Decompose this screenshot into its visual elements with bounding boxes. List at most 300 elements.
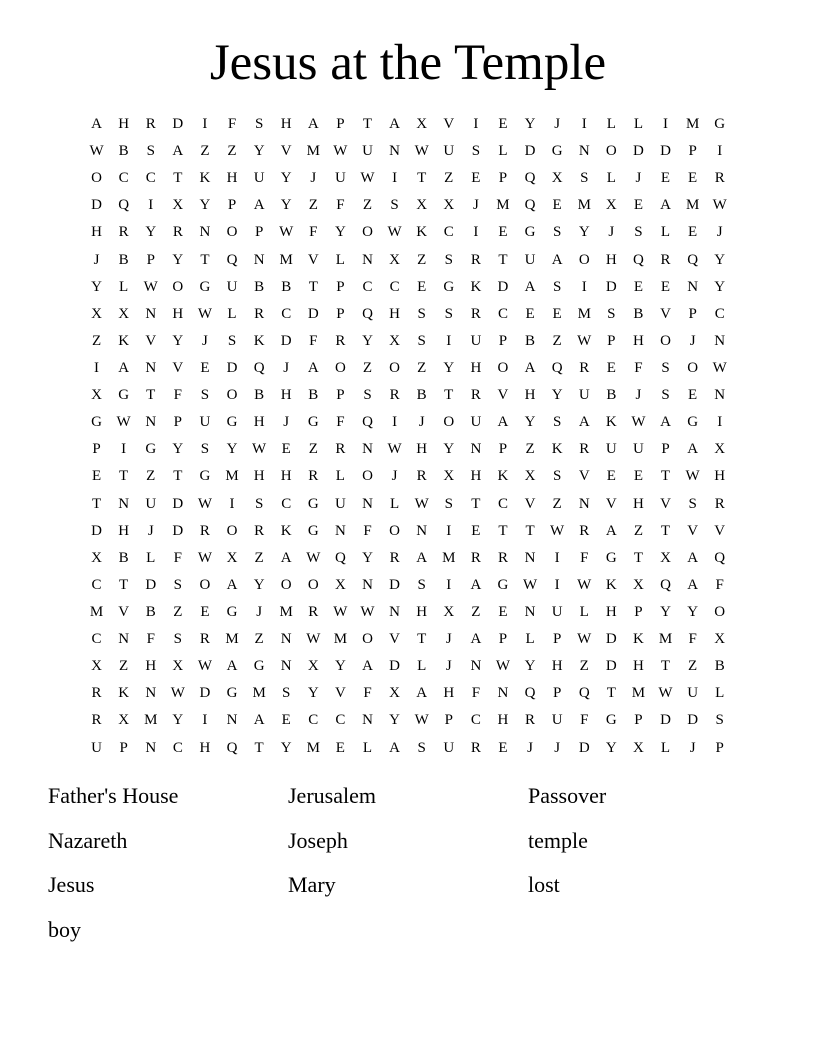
- grid-letter[interactable]: E: [606, 468, 616, 485]
- grid-letter[interactable]: I: [94, 360, 100, 377]
- grid-letter[interactable]: D: [660, 712, 671, 729]
- grid-letter[interactable]: W: [333, 604, 348, 621]
- grid-letter[interactable]: P: [444, 712, 453, 729]
- grid-letter[interactable]: N: [687, 278, 699, 295]
- grid-letter[interactable]: P: [634, 604, 643, 621]
- grid-letter[interactable]: Q: [578, 685, 590, 702]
- grid-letter[interactable]: E: [91, 468, 102, 485]
- grid-letter[interactable]: A: [687, 441, 699, 458]
- grid-letter[interactable]: S: [417, 332, 426, 349]
- grid-letter[interactable]: Z: [146, 468, 156, 485]
- grid-letter[interactable]: Y: [605, 739, 617, 756]
- grid-letter[interactable]: L: [335, 251, 345, 268]
- grid-letter[interactable]: V: [578, 468, 590, 485]
- grid-letter[interactable]: R: [91, 712, 102, 729]
- grid-letter[interactable]: W: [550, 522, 565, 539]
- grid-letter[interactable]: U: [578, 387, 590, 404]
- grid-letter[interactable]: X: [91, 658, 102, 675]
- grid-letter[interactable]: P: [336, 278, 345, 295]
- grid-letter[interactable]: R: [335, 441, 346, 458]
- grid-letter[interactable]: G: [91, 414, 102, 431]
- grid-letter[interactable]: R: [416, 468, 427, 485]
- grid-letter[interactable]: I: [717, 414, 723, 431]
- grid-letter[interactable]: F: [336, 414, 345, 431]
- grid-letter[interactable]: O: [578, 251, 590, 268]
- grid-letter[interactable]: S: [552, 468, 562, 485]
- grid-letter[interactable]: S: [607, 305, 616, 322]
- grid-letter[interactable]: O: [389, 522, 400, 539]
- grid-letter[interactable]: Q: [118, 197, 130, 214]
- grid-letter[interactable]: X: [714, 631, 726, 648]
- grid-letter[interactable]: E: [281, 441, 291, 458]
- grid-letter[interactable]: J: [283, 414, 290, 431]
- grid-letter[interactable]: N: [389, 604, 400, 621]
- grid-letter[interactable]: Q: [687, 251, 699, 268]
- grid-letter[interactable]: A: [307, 360, 319, 377]
- grid-letter[interactable]: K: [633, 631, 644, 648]
- grid-letter[interactable]: P: [498, 332, 508, 349]
- grid-letter[interactable]: M: [333, 631, 348, 648]
- grid-letter[interactable]: Z: [362, 197, 373, 214]
- grid-letter[interactable]: G: [226, 604, 238, 621]
- grid-letter[interactable]: X: [416, 116, 428, 133]
- grid-letter[interactable]: U: [551, 712, 563, 729]
- grid-letter[interactable]: R: [308, 468, 319, 485]
- grid-letter[interactable]: J: [283, 360, 290, 377]
- grid-letter[interactable]: H: [91, 224, 102, 241]
- grid-letter[interactable]: Z: [552, 332, 562, 349]
- grid-letter[interactable]: G: [307, 495, 319, 512]
- grid-letter[interactable]: W: [414, 143, 429, 160]
- grid-letter[interactable]: H: [253, 414, 265, 431]
- grid-letter[interactable]: G: [687, 414, 699, 431]
- grid-letter[interactable]: D: [307, 305, 319, 322]
- grid-letter[interactable]: X: [91, 549, 102, 566]
- grid-letter[interactable]: E: [633, 468, 643, 485]
- grid-letter[interactable]: O: [714, 604, 726, 621]
- grid-letter[interactable]: R: [389, 549, 400, 566]
- grid-letter[interactable]: A: [416, 685, 428, 702]
- grid-letter[interactable]: V: [524, 495, 536, 512]
- grid-letter[interactable]: O: [226, 224, 238, 241]
- grid-letter[interactable]: F: [173, 387, 182, 404]
- grid-letter[interactable]: Q: [524, 170, 536, 187]
- grid-letter[interactable]: A: [389, 739, 400, 756]
- grid-letter[interactable]: J: [527, 739, 533, 756]
- grid-letter[interactable]: R: [308, 604, 319, 621]
- grid-letter[interactable]: T: [173, 170, 183, 187]
- grid-letter[interactable]: Y: [172, 441, 184, 458]
- grid-letter[interactable]: Q: [362, 305, 373, 322]
- grid-letter[interactable]: E: [417, 278, 427, 295]
- grid-letter[interactable]: Y: [280, 739, 292, 756]
- grid-letter[interactable]: S: [471, 143, 481, 160]
- grid-letter[interactable]: E: [633, 278, 643, 295]
- grid-letter[interactable]: E: [633, 197, 643, 214]
- grid-letter[interactable]: Q: [524, 197, 536, 214]
- grid-letter[interactable]: J: [689, 332, 696, 349]
- grid-letter[interactable]: N: [416, 522, 428, 539]
- grid-letter[interactable]: N: [362, 441, 373, 458]
- grid-letter[interactable]: S: [661, 360, 670, 377]
- grid-letter[interactable]: I: [663, 116, 669, 133]
- grid-letter[interactable]: N: [497, 685, 509, 702]
- grid-letter[interactable]: A: [551, 251, 563, 268]
- grid-letter[interactable]: P: [119, 739, 128, 756]
- grid-letter[interactable]: Y: [714, 251, 726, 268]
- grid-letter[interactable]: D: [605, 658, 617, 675]
- grid-letter[interactable]: E: [606, 360, 616, 377]
- grid-letter[interactable]: N: [714, 387, 726, 404]
- grid-letter[interactable]: W: [577, 576, 592, 593]
- grid-letter[interactable]: Z: [688, 658, 698, 675]
- grid-letter[interactable]: M: [577, 197, 591, 214]
- grid-letter[interactable]: N: [389, 143, 400, 160]
- grid-letter[interactable]: X: [714, 441, 726, 458]
- grid-letter[interactable]: A: [687, 549, 699, 566]
- grid-letter[interactable]: V: [660, 495, 671, 512]
- grid-letter[interactable]: X: [524, 468, 536, 485]
- grid-letter[interactable]: N: [362, 712, 373, 729]
- grid-letter[interactable]: N: [714, 332, 726, 349]
- grid-letter[interactable]: R: [579, 522, 590, 539]
- grid-letter[interactable]: K: [416, 224, 428, 241]
- grid-letter[interactable]: R: [660, 251, 671, 268]
- grid-letter[interactable]: Q: [660, 576, 671, 593]
- grid-letter[interactable]: Z: [633, 522, 643, 539]
- grid-letter[interactable]: Y: [362, 332, 373, 349]
- grid-letter[interactable]: C: [281, 305, 292, 322]
- grid-letter[interactable]: S: [282, 685, 291, 702]
- grid-letter[interactable]: Q: [226, 739, 238, 756]
- grid-letter[interactable]: N: [280, 631, 292, 648]
- grid-letter[interactable]: T: [498, 522, 508, 539]
- grid-letter[interactable]: M: [685, 197, 700, 214]
- grid-letter[interactable]: L: [335, 468, 345, 485]
- grid-letter[interactable]: H: [605, 604, 617, 621]
- grid-letter[interactable]: K: [497, 468, 509, 485]
- grid-letter[interactable]: E: [552, 305, 562, 322]
- grid-letter[interactable]: H: [145, 658, 157, 675]
- grid-letter[interactable]: U: [334, 495, 346, 512]
- grid-letter[interactable]: L: [525, 631, 535, 648]
- grid-letter[interactable]: X: [118, 305, 130, 322]
- grid-letter[interactable]: C: [145, 170, 156, 187]
- grid-letter[interactable]: W: [495, 658, 511, 675]
- grid-letter[interactable]: Z: [552, 495, 562, 512]
- grid-letter[interactable]: M: [252, 685, 266, 702]
- grid-letter[interactable]: N: [362, 495, 373, 512]
- grid-letter[interactable]: T: [200, 251, 210, 268]
- grid-letter[interactable]: H: [714, 468, 726, 485]
- grid-letter[interactable]: S: [173, 576, 182, 593]
- grid-letter[interactable]: W: [387, 441, 402, 458]
- grid-letter[interactable]: O: [362, 224, 373, 241]
- grid-letter[interactable]: R: [714, 170, 725, 187]
- grid-letter[interactable]: H: [118, 522, 130, 539]
- grid-letter[interactable]: U: [443, 739, 455, 756]
- grid-letter[interactable]: D: [172, 116, 184, 133]
- grid-letter[interactable]: V: [280, 143, 292, 160]
- grid-letter[interactable]: E: [498, 116, 508, 133]
- grid-letter[interactable]: X: [91, 305, 102, 322]
- grid-letter[interactable]: W: [685, 468, 700, 485]
- grid-letter[interactable]: Z: [91, 332, 102, 349]
- grid-letter[interactable]: G: [199, 278, 211, 295]
- grid-letter[interactable]: A: [524, 278, 536, 295]
- grid-letter[interactable]: I: [446, 576, 452, 593]
- grid-letter[interactable]: H: [280, 468, 292, 485]
- grid-letter[interactable]: V: [497, 387, 509, 404]
- grid-letter[interactable]: F: [309, 224, 318, 241]
- grid-letter[interactable]: E: [498, 224, 508, 241]
- grid-letter[interactable]: V: [145, 332, 157, 349]
- grid-letter[interactable]: H: [389, 305, 400, 322]
- grid-letter[interactable]: T: [173, 468, 183, 485]
- grid-letter[interactable]: R: [335, 332, 346, 349]
- grid-letter[interactable]: U: [334, 170, 346, 187]
- grid-letter[interactable]: R: [172, 224, 183, 241]
- grid-letter[interactable]: E: [525, 305, 535, 322]
- grid-letter[interactable]: X: [443, 604, 455, 621]
- grid-letter[interactable]: R: [470, 305, 481, 322]
- grid-letter[interactable]: T: [362, 116, 373, 133]
- grid-letter[interactable]: D: [280, 332, 292, 349]
- grid-letter[interactable]: M: [306, 143, 320, 160]
- grid-letter[interactable]: K: [470, 278, 482, 295]
- grid-letter[interactable]: O: [660, 332, 671, 349]
- grid-letter[interactable]: L: [715, 685, 725, 702]
- grid-letter[interactable]: X: [226, 549, 238, 566]
- grid-letter[interactable]: E: [200, 604, 210, 621]
- grid-letter[interactable]: V: [389, 631, 400, 648]
- grid-letter[interactable]: W: [306, 549, 321, 566]
- grid-letter[interactable]: R: [579, 441, 590, 458]
- grid-letter[interactable]: A: [91, 116, 102, 133]
- grid-letter[interactable]: F: [363, 685, 372, 702]
- grid-letter[interactable]: G: [226, 685, 238, 702]
- grid-letter[interactable]: J: [635, 387, 642, 404]
- grid-letter[interactable]: L: [606, 116, 616, 133]
- grid-letter[interactable]: T: [417, 631, 427, 648]
- grid-letter[interactable]: B: [145, 604, 156, 621]
- grid-letter[interactable]: L: [362, 739, 373, 756]
- grid-letter[interactable]: X: [633, 739, 644, 756]
- grid-letter[interactable]: O: [362, 468, 373, 485]
- grid-letter[interactable]: G: [605, 712, 617, 729]
- grid-letter[interactable]: L: [146, 549, 156, 566]
- grid-letter[interactable]: N: [118, 495, 130, 512]
- grid-letter[interactable]: O: [687, 360, 699, 377]
- grid-letter[interactable]: T: [606, 685, 616, 702]
- grid-letter[interactable]: A: [253, 712, 265, 729]
- grid-letter[interactable]: Y: [280, 170, 292, 187]
- grid-letter[interactable]: H: [633, 332, 644, 349]
- grid-letter[interactable]: Q: [334, 549, 346, 566]
- grid-letter[interactable]: U: [91, 739, 102, 756]
- grid-letter[interactable]: W: [522, 576, 538, 593]
- grid-letter[interactable]: V: [172, 360, 184, 377]
- grid-letter[interactable]: N: [470, 441, 482, 458]
- grid-letter[interactable]: U: [253, 170, 265, 187]
- grid-letter[interactable]: D: [172, 495, 184, 512]
- grid-letter[interactable]: P: [146, 251, 155, 268]
- grid-letter[interactable]: J: [256, 604, 263, 621]
- grid-letter[interactable]: S: [417, 576, 426, 593]
- grid-letter[interactable]: P: [336, 387, 345, 404]
- grid-letter[interactable]: W: [197, 495, 212, 512]
- grid-letter[interactable]: P: [227, 197, 237, 214]
- grid-letter[interactable]: N: [118, 631, 130, 648]
- grid-letter[interactable]: F: [471, 685, 481, 702]
- grid-letter[interactable]: B: [633, 305, 644, 322]
- grid-letter[interactable]: U: [362, 143, 373, 160]
- grid-letter[interactable]: G: [605, 549, 617, 566]
- grid-letter[interactable]: K: [199, 170, 211, 187]
- grid-letter[interactable]: E: [200, 360, 210, 377]
- grid-letter[interactable]: H: [497, 712, 509, 729]
- grid-letter[interactable]: U: [470, 332, 482, 349]
- grid-letter[interactable]: P: [336, 305, 345, 322]
- grid-letter[interactable]: J: [391, 468, 398, 485]
- grid-letter[interactable]: D: [145, 576, 157, 593]
- grid-letter[interactable]: P: [336, 116, 345, 133]
- grid-letter[interactable]: O: [226, 522, 238, 539]
- grid-letter[interactable]: U: [687, 685, 699, 702]
- grid-letter[interactable]: N: [145, 360, 157, 377]
- grid-letter[interactable]: Y: [687, 604, 699, 621]
- grid-letter[interactable]: X: [443, 468, 455, 485]
- grid-letter[interactable]: Y: [524, 658, 536, 675]
- grid-letter[interactable]: A: [470, 576, 482, 593]
- grid-letter[interactable]: H: [280, 116, 292, 133]
- grid-letter[interactable]: D: [199, 685, 211, 702]
- grid-letter[interactable]: A: [389, 116, 400, 133]
- grid-letter[interactable]: Z: [119, 658, 129, 675]
- grid-letter[interactable]: U: [470, 414, 482, 431]
- grid-letter[interactable]: L: [498, 143, 508, 160]
- grid-letter[interactable]: D: [633, 143, 644, 160]
- grid-letter[interactable]: I: [581, 116, 587, 133]
- grid-letter[interactable]: T: [308, 278, 318, 295]
- grid-letter[interactable]: Y: [334, 224, 346, 241]
- grid-letter[interactable]: C: [172, 739, 183, 756]
- grid-letter[interactable]: Q: [524, 685, 536, 702]
- grid-letter[interactable]: M: [685, 116, 700, 133]
- grid-letter[interactable]: C: [91, 631, 102, 648]
- grid-letter[interactable]: G: [714, 116, 726, 133]
- grid-letter[interactable]: P: [173, 414, 182, 431]
- grid-letter[interactable]: X: [118, 712, 130, 729]
- grid-letter[interactable]: S: [254, 495, 264, 512]
- grid-letter[interactable]: E: [688, 387, 698, 404]
- grid-letter[interactable]: O: [605, 143, 617, 160]
- grid-letter[interactable]: V: [307, 251, 319, 268]
- grid-letter[interactable]: N: [334, 522, 346, 539]
- grid-letter[interactable]: K: [551, 441, 563, 458]
- grid-letter[interactable]: I: [446, 522, 452, 539]
- grid-letter[interactable]: K: [280, 522, 292, 539]
- grid-letter[interactable]: I: [148, 197, 154, 214]
- grid-letter[interactable]: B: [254, 278, 265, 295]
- grid-letter[interactable]: G: [551, 143, 563, 160]
- grid-letter[interactable]: I: [202, 712, 208, 729]
- grid-letter[interactable]: R: [389, 387, 400, 404]
- grid-letter[interactable]: R: [525, 712, 536, 729]
- grid-letter[interactable]: Y: [524, 414, 536, 431]
- grid-letter[interactable]: V: [687, 522, 699, 539]
- grid-letter[interactable]: H: [470, 360, 482, 377]
- grid-letter[interactable]: J: [472, 197, 479, 214]
- grid-letter[interactable]: M: [496, 197, 510, 214]
- grid-letter[interactable]: Z: [254, 549, 264, 566]
- grid-letter[interactable]: H: [226, 170, 238, 187]
- grid-letter[interactable]: Z: [308, 441, 318, 458]
- grid-letter[interactable]: Y: [551, 387, 563, 404]
- grid-letter[interactable]: R: [118, 224, 129, 241]
- grid-letter[interactable]: I: [229, 495, 235, 512]
- grid-letter[interactable]: Y: [524, 116, 536, 133]
- grid-letter[interactable]: U: [443, 143, 455, 160]
- grid-letter[interactable]: E: [552, 197, 562, 214]
- grid-letter[interactable]: J: [418, 414, 425, 431]
- grid-letter[interactable]: I: [473, 224, 479, 241]
- grid-letter[interactable]: R: [470, 739, 481, 756]
- grid-letter[interactable]: D: [389, 576, 400, 593]
- grid-letter[interactable]: M: [225, 631, 239, 648]
- grid-letter[interactable]: Q: [253, 360, 265, 377]
- grid-letter[interactable]: K: [118, 332, 130, 349]
- grid-letter[interactable]: S: [173, 631, 182, 648]
- grid-letter[interactable]: S: [661, 387, 670, 404]
- grid-letter[interactable]: W: [414, 495, 429, 512]
- grid-letter[interactable]: P: [661, 441, 670, 458]
- grid-letter[interactable]: O: [280, 576, 292, 593]
- grid-letter[interactable]: N: [524, 549, 536, 566]
- grid-letter[interactable]: I: [554, 549, 560, 566]
- grid-letter[interactable]: V: [660, 305, 671, 322]
- grid-letter[interactable]: P: [498, 441, 508, 458]
- grid-letter[interactable]: T: [498, 251, 508, 268]
- grid-letter[interactable]: A: [416, 549, 428, 566]
- grid-letter[interactable]: Q: [633, 251, 644, 268]
- grid-letter[interactable]: J: [554, 739, 561, 756]
- grid-letter[interactable]: I: [392, 414, 398, 431]
- grid-letter[interactable]: A: [226, 658, 238, 675]
- grid-letter[interactable]: Y: [91, 278, 102, 295]
- grid-letter[interactable]: X: [416, 197, 428, 214]
- grid-letter[interactable]: J: [310, 170, 317, 187]
- grid-letter[interactable]: H: [524, 387, 536, 404]
- grid-letter[interactable]: W: [333, 143, 348, 160]
- grid-letter[interactable]: Y: [226, 441, 238, 458]
- grid-letter[interactable]: Y: [199, 197, 211, 214]
- grid-letter[interactable]: X: [443, 197, 455, 214]
- grid-letter[interactable]: C: [497, 305, 508, 322]
- grid-letter[interactable]: U: [226, 278, 238, 295]
- grid-letter[interactable]: K: [253, 332, 265, 349]
- grid-letter[interactable]: Q: [226, 251, 238, 268]
- grid-letter[interactable]: H: [253, 468, 265, 485]
- grid-letter[interactable]: B: [118, 251, 129, 268]
- grid-letter[interactable]: X: [307, 658, 319, 675]
- grid-letter[interactable]: W: [712, 197, 727, 214]
- grid-letter[interactable]: E: [688, 224, 698, 241]
- grid-letter[interactable]: N: [145, 305, 157, 322]
- grid-letter[interactable]: Y: [578, 224, 590, 241]
- grid-letter[interactable]: T: [254, 739, 264, 756]
- grid-letter[interactable]: W: [631, 414, 646, 431]
